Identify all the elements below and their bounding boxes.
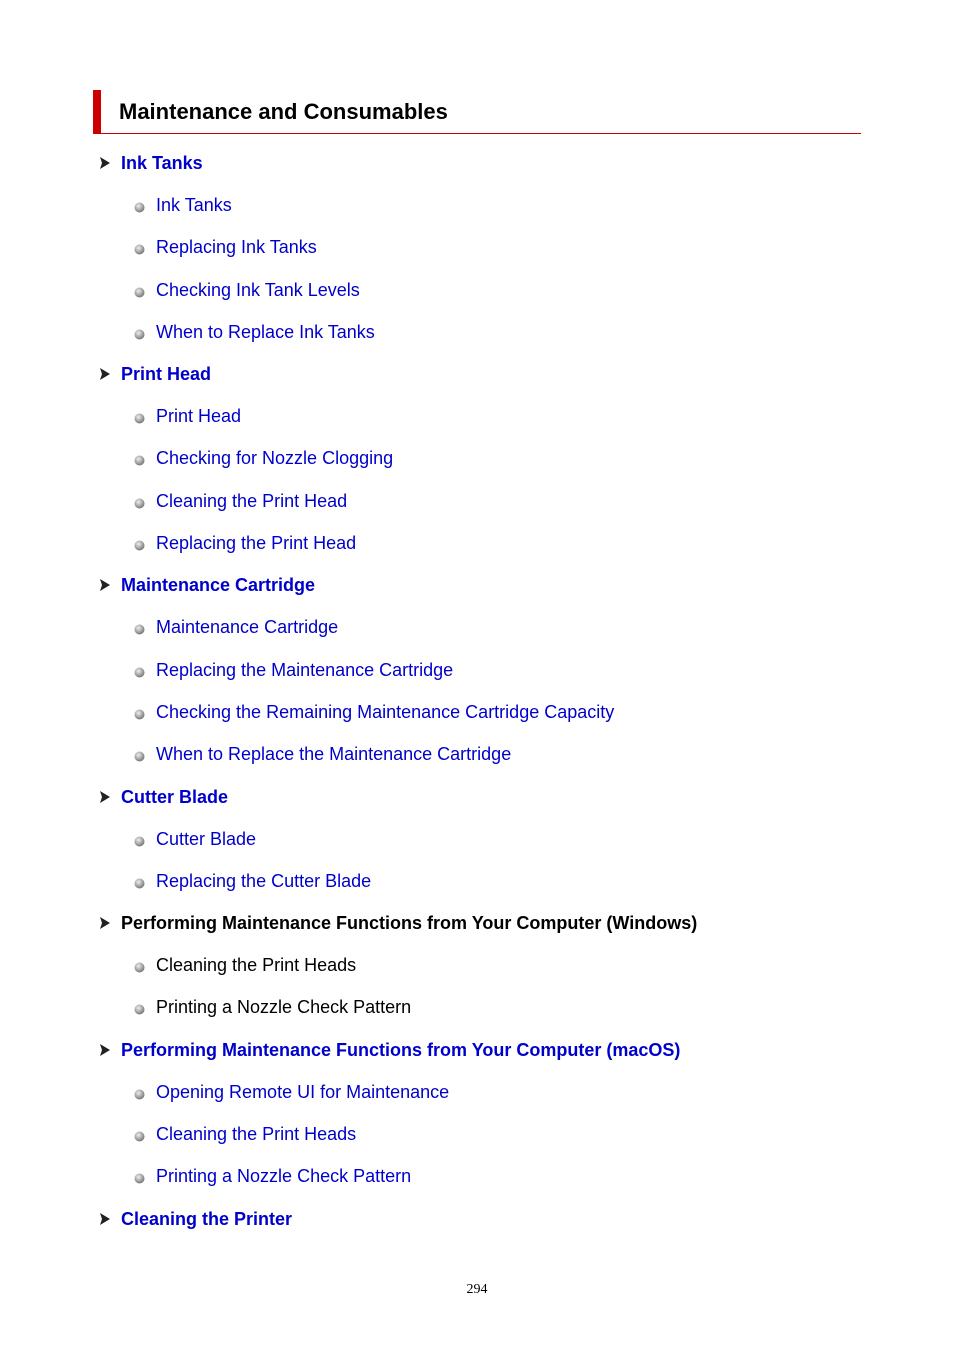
list-item — [0, 697, 954, 739]
section-header — [0, 1035, 954, 1077]
item-link[interactable]: Replacing the Maintenance Cartridge — [156, 659, 454, 680]
section-link[interactable]: Performing Maintenance Functions from Your Computer (macOS) — [121, 1039, 681, 1060]
bullet-icon — [134, 1171, 145, 1182]
section-link[interactable]: Cutter Blade — [121, 786, 229, 807]
title-accent-bar — [93, 90, 101, 133]
list-item — [0, 275, 954, 317]
item-link[interactable]: When to Replace Ink Tanks — [156, 321, 375, 342]
section — [0, 908, 954, 1035]
bullet-icon — [134, 411, 145, 422]
page-title: Maintenance and Consumables — [119, 99, 448, 124]
bullet-icon — [134, 285, 145, 296]
section-link[interactable]: Print Head — [121, 364, 212, 385]
section-header — [0, 1204, 954, 1246]
section — [0, 782, 954, 909]
section — [0, 359, 954, 570]
list-item — [0, 443, 954, 485]
item-link[interactable]: Checking for Nozzle Clogging — [156, 448, 394, 469]
bullet-icon — [134, 960, 145, 971]
bullet-icon — [134, 453, 145, 464]
bullet-icon — [134, 876, 145, 887]
bullet-icon — [134, 1002, 145, 1013]
list-item — [0, 528, 954, 570]
arrow-right-icon — [99, 1043, 111, 1057]
section-link[interactable]: Ink Tanks — [121, 153, 203, 173]
bullet-icon — [134, 622, 145, 633]
arrow-right-icon — [99, 1212, 111, 1226]
bullet-icon — [134, 1087, 145, 1098]
item-link[interactable]: Ink Tanks — [156, 195, 232, 215]
arrow-right-icon — [99, 367, 111, 381]
section-link[interactable]: Maintenance Cartridge — [121, 575, 316, 596]
bullet-icon — [134, 538, 145, 549]
section-header — [0, 148, 954, 190]
list-item — [0, 1161, 954, 1203]
item-text: Printing a Nozzle Check Pattern — [156, 997, 412, 1018]
list-item — [0, 992, 954, 1034]
arrow-right-icon — [99, 578, 111, 592]
list-item — [0, 486, 954, 528]
page-title-block — [93, 90, 861, 134]
list-item — [0, 317, 954, 359]
bullet-icon — [134, 200, 145, 211]
list-item — [0, 401, 954, 443]
item-link[interactable]: Replacing the Print Head — [156, 533, 357, 554]
list-item — [0, 739, 954, 781]
list-item — [0, 1077, 954, 1119]
section — [0, 1035, 954, 1204]
arrow-right-icon — [99, 156, 111, 170]
item-link[interactable]: Checking Ink Tank Levels — [156, 279, 360, 300]
item-link[interactable]: Checking the Remaining Maintenance Cartridge Capacity — [156, 701, 615, 722]
bullet-icon — [134, 327, 145, 338]
list-item — [0, 232, 954, 274]
list-item — [0, 655, 954, 697]
item-link[interactable]: Cleaning the Print Head — [156, 490, 348, 511]
bullet-icon — [134, 834, 145, 845]
item-link[interactable]: Maintenance Cartridge — [156, 617, 339, 638]
section — [0, 1204, 954, 1246]
item-link[interactable]: Replacing the Cutter Blade — [156, 870, 372, 891]
bullet-icon — [134, 749, 145, 760]
list-item — [0, 950, 954, 992]
section — [0, 148, 954, 359]
bullet-icon — [134, 1129, 145, 1140]
list-item — [0, 824, 954, 866]
page-number: 294 — [466, 1282, 488, 1297]
item-link[interactable]: Cutter Blade — [156, 828, 257, 849]
section-header — [0, 359, 954, 401]
item-link[interactable]: Cleaning the Print Heads — [156, 1124, 357, 1145]
item-link[interactable]: Print Head — [156, 406, 242, 427]
bullet-icon — [134, 242, 145, 253]
section-heading: Performing Maintenance Functions from Your Computer (Windows) — [121, 913, 698, 934]
section-header — [0, 570, 954, 612]
topic-list — [0, 148, 954, 1246]
list-item — [0, 1119, 954, 1161]
list-item — [0, 866, 954, 908]
section-link[interactable]: Cleaning the Printer — [121, 1208, 293, 1229]
bullet-icon — [134, 707, 145, 718]
item-text: Cleaning the Print Heads — [156, 955, 357, 976]
bullet-icon — [134, 496, 145, 507]
item-link[interactable]: Printing a Nozzle Check Pattern — [156, 1166, 412, 1187]
bullet-icon — [134, 665, 145, 676]
item-link[interactable]: Replacing Ink Tanks — [156, 237, 317, 258]
section-header — [0, 782, 954, 824]
section-header — [0, 908, 954, 950]
section — [0, 570, 954, 781]
item-link[interactable]: When to Replace the Maintenance Cartridge — [156, 744, 512, 765]
item-link[interactable]: Opening Remote UI for Maintenance — [156, 1081, 450, 1102]
list-item — [0, 190, 954, 232]
arrow-right-icon — [99, 790, 111, 804]
list-item — [0, 612, 954, 654]
arrow-right-icon — [99, 916, 111, 930]
